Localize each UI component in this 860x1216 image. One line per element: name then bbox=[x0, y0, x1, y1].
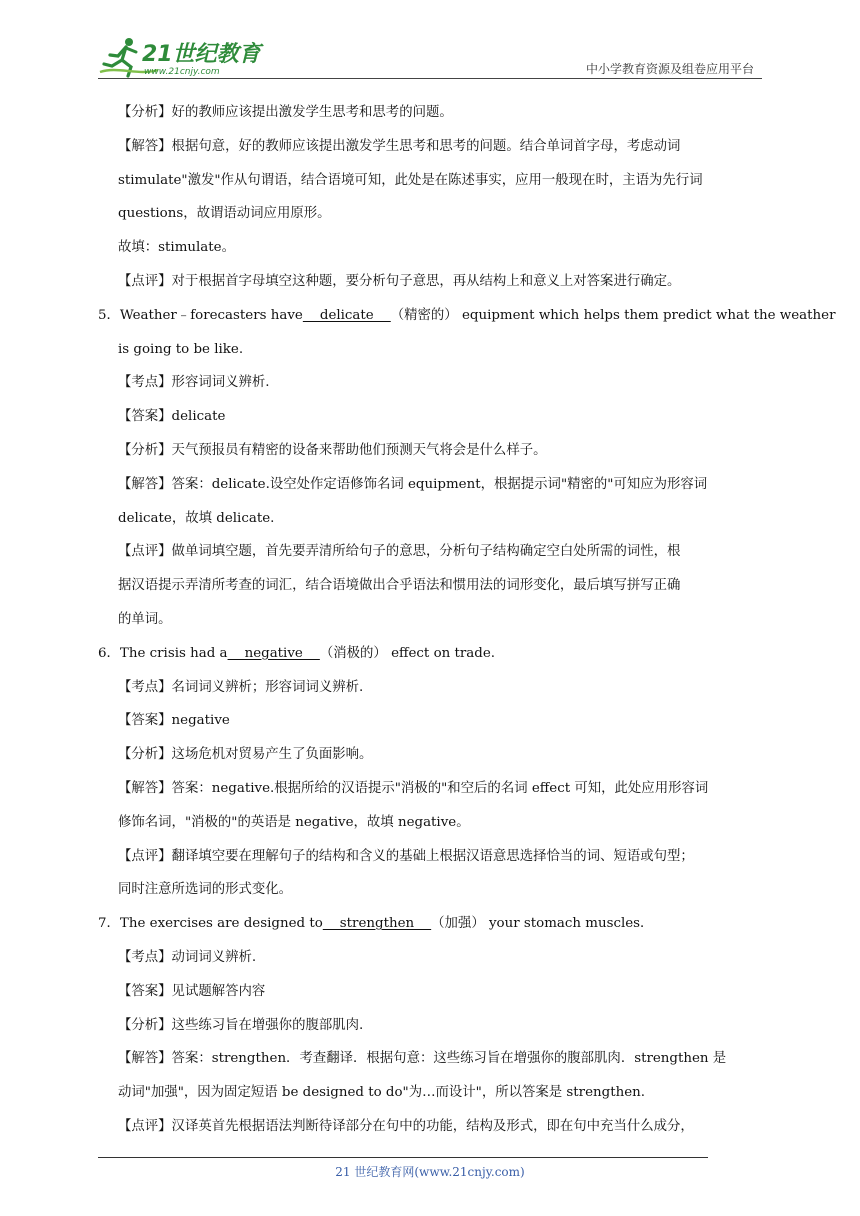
text-line: 同时注意所选词的形式变化。 bbox=[118, 882, 293, 898]
answer-blank: strengthen bbox=[322, 916, 432, 932]
text-line: questions，故谓语动词应用原形。 bbox=[118, 206, 331, 222]
text-line: 【解答】答案：negative.根据所给的汉语提示"消极的"和空后的名词 effect 可知，此处应用形容词 bbox=[118, 780, 709, 796]
page-header bbox=[98, 30, 762, 82]
question-rest: （加强） your stomach muscles． bbox=[431, 916, 654, 932]
question-line bbox=[98, 637, 764, 671]
text-line: 【点评】汉译英首先根据语法判断待译部分在句中的功能，结构及形式，即在句中充当什么成分， bbox=[118, 1118, 694, 1134]
text-line: 【答案】negative bbox=[118, 713, 230, 729]
text-line: stimulate"激发"作从句谓语，结合语境可知，此处是在陈述事实，应用一般现在时，主语为先行词 bbox=[118, 172, 703, 188]
text-line: 修饰名词，"消极的"的英语是 negative，故填 negative。 bbox=[118, 814, 470, 830]
text-line: 【考点】动词词义辨析. bbox=[118, 949, 257, 965]
logo-url: www.21cnjy.com bbox=[144, 67, 220, 77]
text-line: 【解答】根据句意，好的教师应该提出激发学生思考和思考的问题。结合单词首字母，考虑动词 bbox=[118, 138, 681, 154]
logo-text: 21世纪教育 bbox=[142, 42, 261, 67]
text-line: 【考点】名词词义辨析；形容词词义辨析. bbox=[118, 679, 364, 695]
text-line: 【解答】答案：strengthen．考查翻译．根据句意：这些练习旨在增强你的腹部肌肉．strengthen 是 bbox=[118, 1051, 727, 1067]
question-stem: 5．Weather﹣forecasters have bbox=[98, 307, 303, 323]
question-stem: 7．The exercises are designed to bbox=[98, 916, 323, 932]
document-body bbox=[98, 96, 836, 1144]
text-line: 【答案】见试题解答内容 bbox=[118, 983, 266, 999]
text-line: 【考点】形容词词义辨析. bbox=[118, 375, 270, 391]
text-line: 故填：stimulate。 bbox=[118, 240, 235, 256]
text-line: 据汉语提示弄清所考查的词汇，结合语境做出合乎语法和惯用法的词形变化，最后填写拼写正确 bbox=[118, 578, 681, 594]
text-line: 【点评】做单词填空题，首先要弄清所给句子的意思，分析句子结构确定空白处所需的词性，根 bbox=[118, 544, 681, 560]
answer-blank: negative bbox=[227, 645, 320, 661]
logo bbox=[98, 36, 278, 78]
text-line: 【点评】翻译填空要在理解句子的结构和含义的基础上根据汉语意思选择恰当的词、短语或句型； bbox=[118, 848, 694, 864]
text-line: 【分析】好的教师应该提出激发学生思考和思考的问题。 bbox=[118, 105, 453, 120]
footer-text: 21 世纪教育网(www.21cnjy.com) bbox=[335, 1165, 525, 1179]
text-line: 【分析】天气预报员有精密的设备来帮助他们预测天气将会是什么样子。 bbox=[118, 442, 547, 458]
platform-name: 中小学教育资源及组卷应用平台 bbox=[585, 62, 754, 76]
text-line: 【解答】答案：delicate.设空处作定语修饰名词 equipment，根据提示词"精密的"可知应为形容词 bbox=[118, 476, 708, 492]
text-line: 【分析】这场危机对贸易产生了负面影响。 bbox=[118, 747, 373, 763]
text-line: 动词"加强"，因为固定短语 be designed to do"为…而设计"，所以答案是 strengthen. bbox=[118, 1085, 646, 1101]
text-line: 【答案】delicate bbox=[118, 409, 226, 425]
text-line: 【分析】这些练习旨在增强你的腹部肌肉. bbox=[118, 1017, 364, 1033]
answer-blank: delicate bbox=[302, 307, 391, 323]
text-line: 【点评】对于根据首字母填空这种题，要分析句子意思，再从结构上和意义上对答案进行确定。 bbox=[118, 273, 681, 289]
text-line: is going to be like. bbox=[118, 341, 244, 357]
footer-divider bbox=[98, 1157, 708, 1158]
text-line: delicate，故填 delicate. bbox=[118, 510, 275, 526]
runner-logo-icon bbox=[98, 36, 278, 78]
question-rest: （消极的） effect on trade. bbox=[319, 645, 496, 661]
header-divider bbox=[98, 78, 762, 79]
question-line bbox=[98, 299, 836, 333]
question-line bbox=[98, 907, 764, 941]
question-rest: （精密的） equipment which helps them predict what the weather bbox=[390, 307, 836, 323]
question-stem: 6．The crisis had a bbox=[98, 645, 228, 661]
text-line: 的单词。 bbox=[118, 611, 172, 627]
